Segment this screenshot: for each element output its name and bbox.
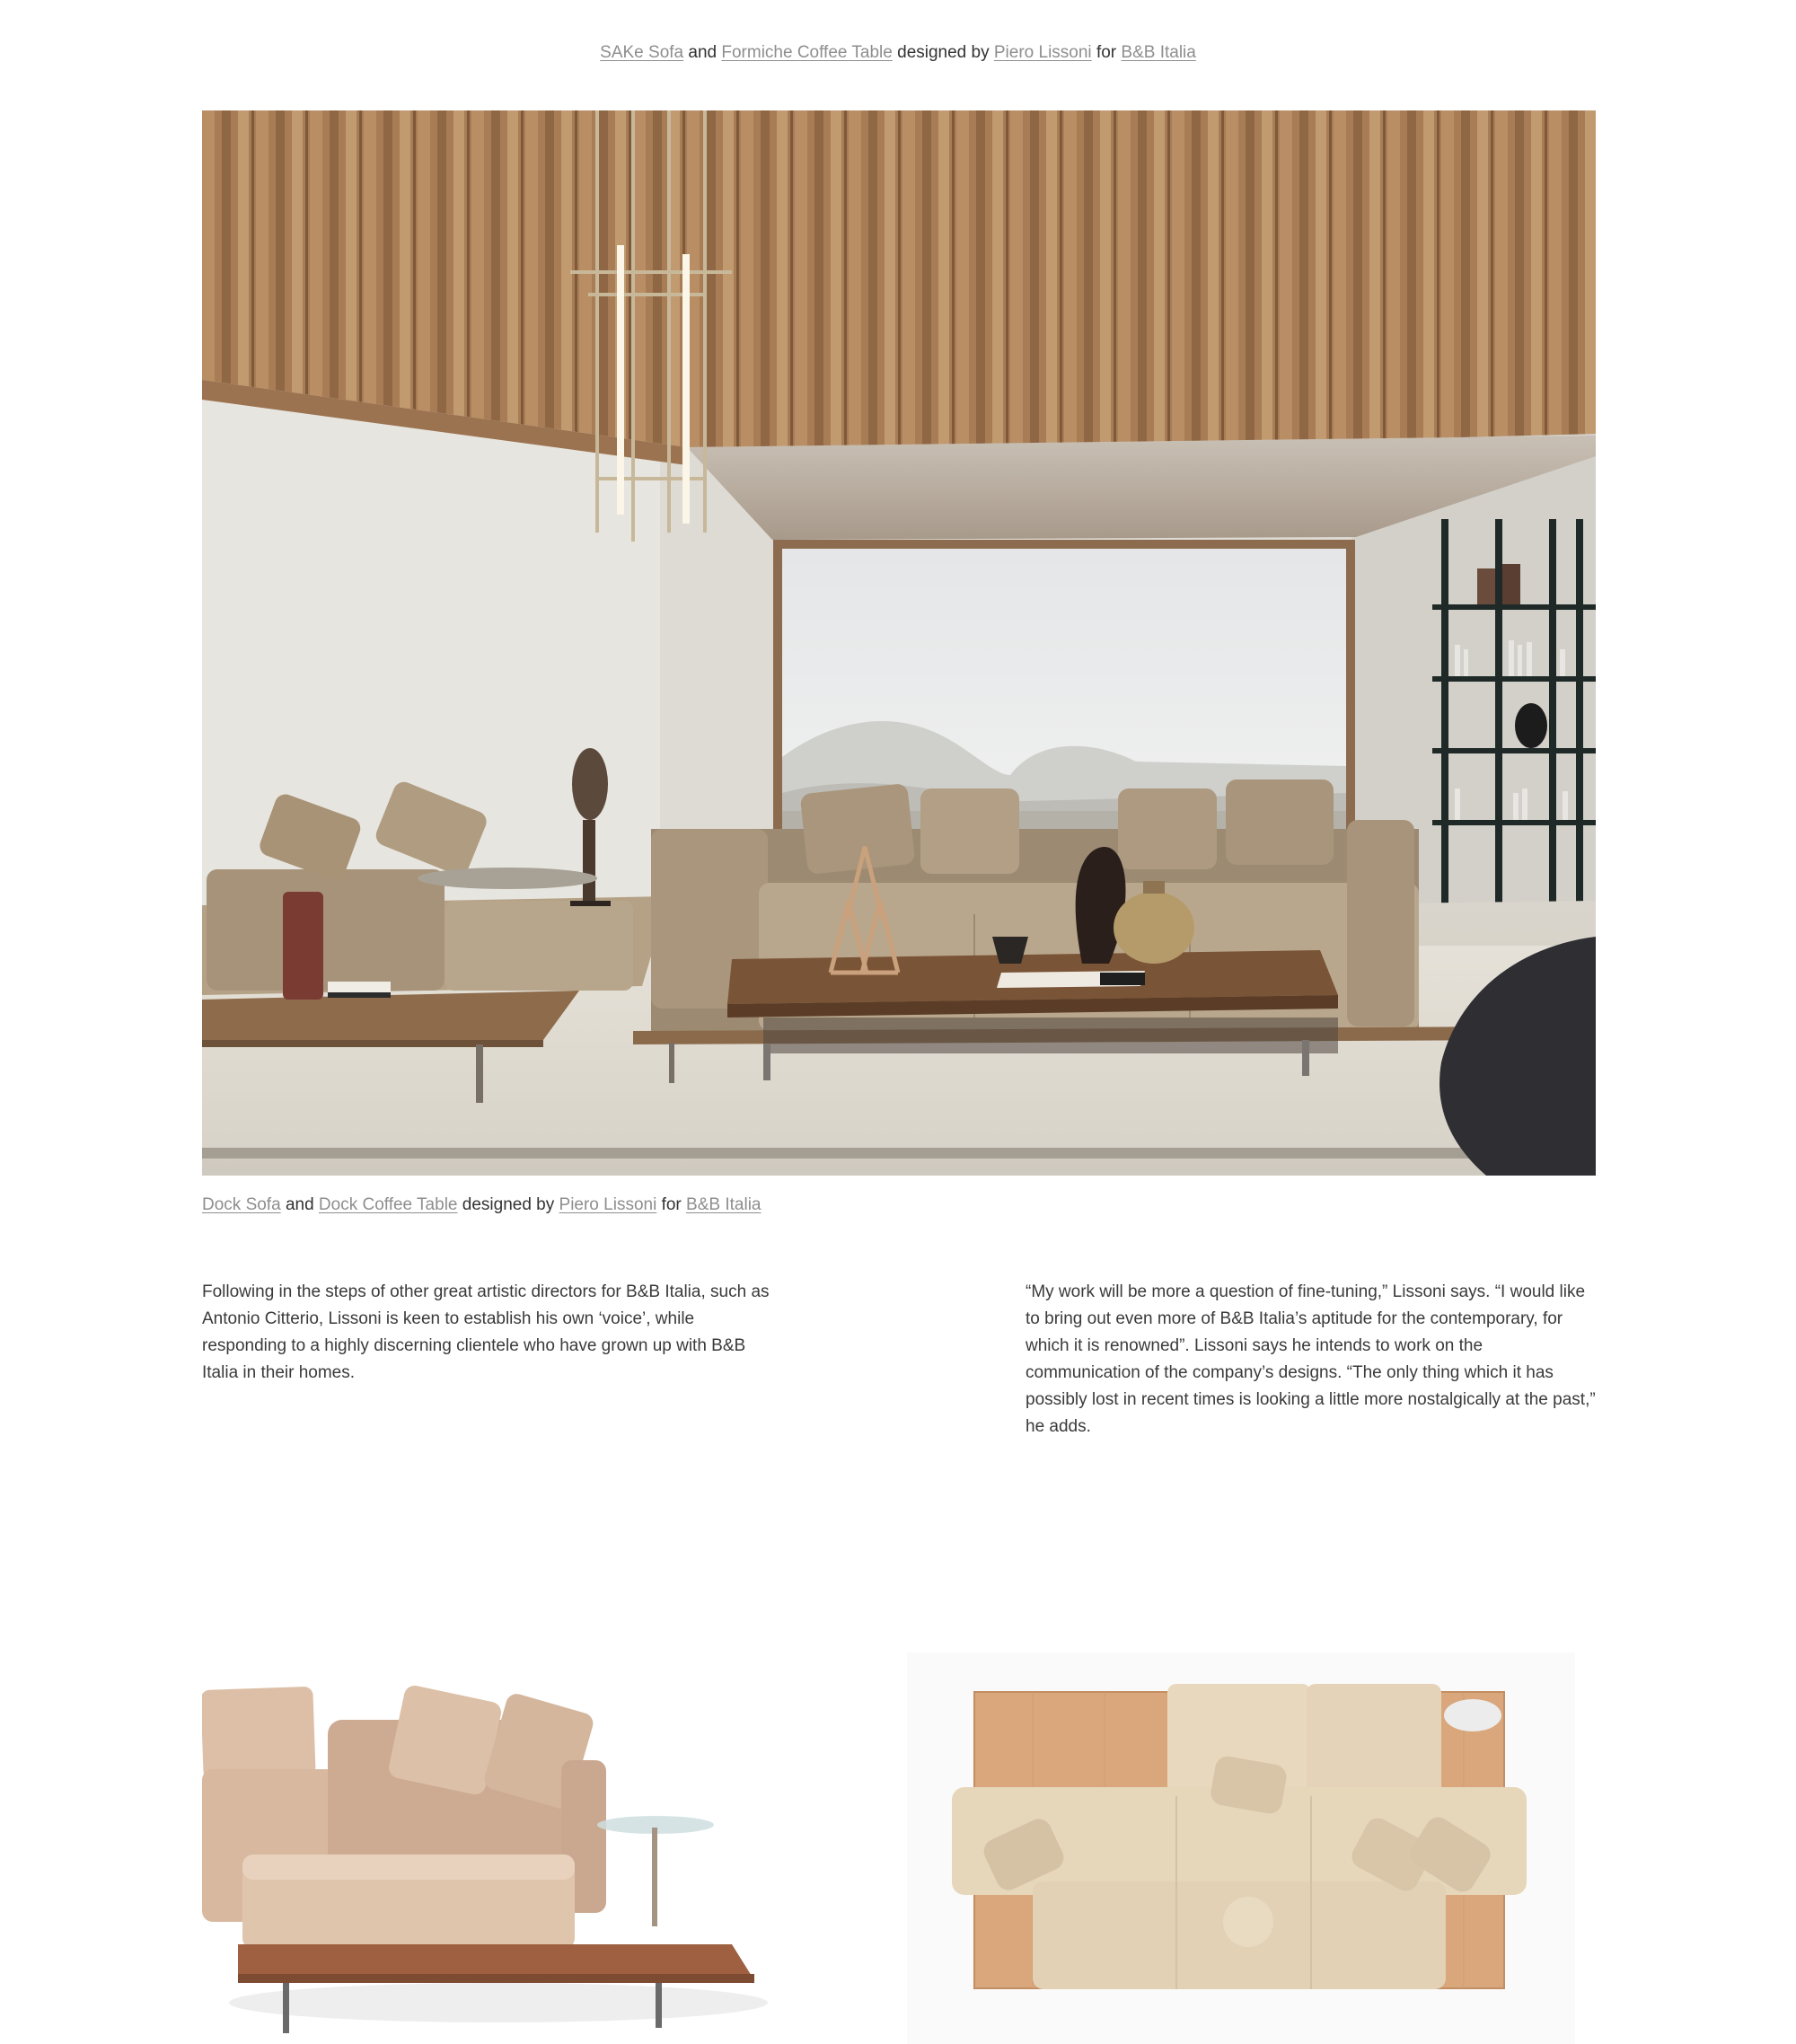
link-dock-sofa[interactable]: Dock Sofa [202,1195,281,1214]
caption-for: for [661,1195,682,1214]
caption-for: for [1096,43,1117,62]
caption-and: and [688,43,718,62]
link-piero-lissoni[interactable]: Piero Lissoni [559,1195,657,1214]
caption-designed-by: designed by [897,43,990,62]
link-bb-italia[interactable]: B&B Italia [686,1195,762,1214]
caption-designed-by: designed by [462,1195,555,1214]
link-formiche-coffee-table[interactable]: Formiche Coffee Table [721,43,893,62]
product-image-sofa-top-view [907,1652,1575,2044]
top-caption [0,41,1796,65]
link-piero-lissoni[interactable]: Piero Lissoni [993,43,1092,62]
link-sake-sofa[interactable]: SAKe Sofa [600,43,684,62]
link-dock-coffee-table[interactable]: Dock Coffee Table [318,1195,458,1214]
caption-and: and [285,1195,314,1214]
article-paragraph-left: Following in the steps of other great artistic directors for B&B Italia, such as Antonio Citterio, Lissoni is keen to establish his own ‘voice’, while responding to a highly discerning clientele who have grown up with B&B Italia in their homes. [202,1282,770,1382]
hero-caption [202,1194,761,1217]
link-bb-italia[interactable]: B&B Italia [1121,43,1196,62]
product-image-chaise-sofa [202,1652,777,2044]
hero-image [202,110,1596,1176]
article-paragraph-right: “My work will be more a question of fine-tuning,” Lissoni says. “I would like to bring out even more of B&B Italia’s aptitude for the contemporary, for which it is renowned”. Lissoni says he intends to work on the communication of the company’s designs. “The only thing which it has possibly lost in recent times is looking a little more nostalgically at the past,” he adds. [1026,1282,1596,1436]
